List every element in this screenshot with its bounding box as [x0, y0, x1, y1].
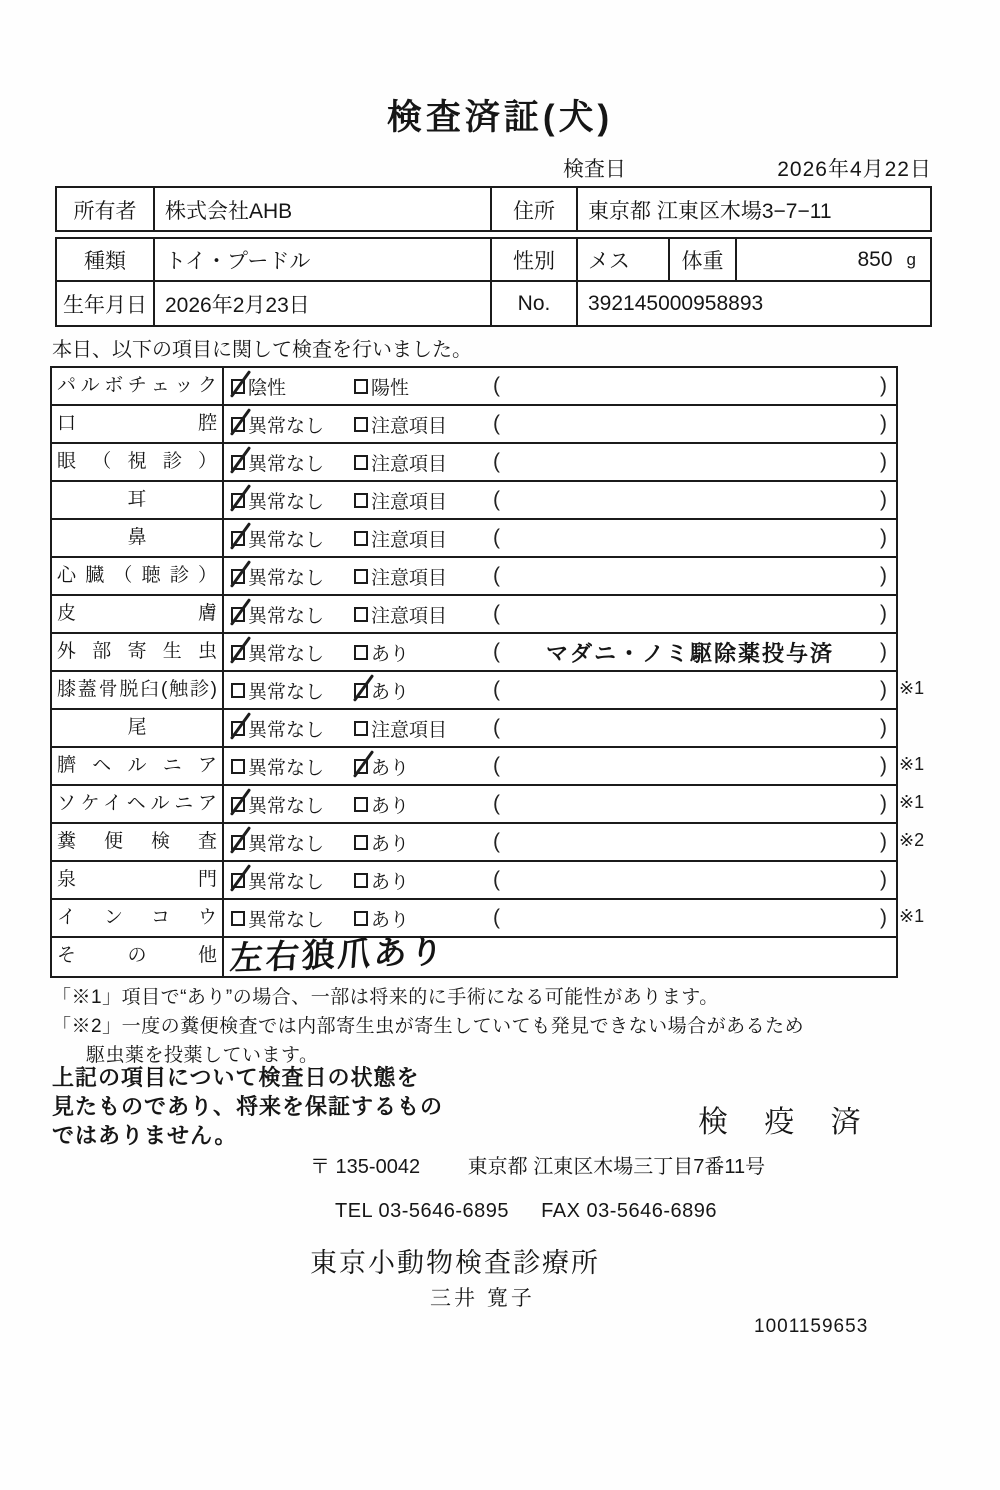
- address-value: 東京都 江東区木場3−7−11: [588, 200, 832, 223]
- option-abnormal: [354, 525, 489, 552]
- footnote-2: 「※2」一度の糞便検査では内部寄生虫が寄生していても発見できない場合があるため: [52, 1016, 805, 1037]
- option-abnormal: [354, 639, 489, 666]
- paren-open: (: [493, 488, 500, 511]
- number-value: 392145000958893: [588, 291, 764, 315]
- sex-label: 性別: [492, 239, 578, 280]
- checklist-item-label: 外部寄生虫: [52, 634, 224, 670]
- paren-open: (: [493, 526, 500, 549]
- option-abnormal: [354, 715, 489, 742]
- option-normal: [224, 563, 354, 590]
- paren-close: ): [880, 868, 887, 891]
- checkbox-normal-icon[interactable]: [231, 759, 245, 774]
- option-normal: [224, 715, 354, 742]
- remarks-field: [489, 406, 896, 442]
- checklist-intro: 本日、以下の項目に関して検査を行いました。: [52, 339, 472, 361]
- option-normal-label: 異常なし: [248, 757, 325, 779]
- checklist-item-label: 糞便検査: [52, 824, 224, 860]
- checklist-item-label: ソケイヘルニア: [52, 786, 224, 822]
- option-normal-label: 異常なし: [248, 871, 325, 893]
- checklist-row: [52, 368, 896, 406]
- checklist-table: [50, 366, 925, 978]
- footnote-mark: ※1: [899, 754, 925, 774]
- checklist-item-label: 眼（視診）: [52, 444, 224, 480]
- remarks-field: [489, 786, 896, 822]
- footnote-mark: ※1: [899, 906, 925, 926]
- postal-code: 〒 135-0042: [310, 1156, 421, 1178]
- option-normal-label: 異常なし: [248, 909, 325, 931]
- option-abnormal: [354, 791, 489, 818]
- species-row: [57, 239, 930, 282]
- checkbox-normal-icon[interactable]: [231, 493, 245, 508]
- option-normal-label: 異常なし: [248, 491, 325, 513]
- footnote-mark: ※1: [899, 678, 925, 698]
- paren-close: ): [880, 716, 887, 739]
- paren-close: ): [880, 830, 887, 853]
- quarantine-stamp: 検 疫 済: [698, 1106, 875, 1139]
- remarks-field: [489, 368, 896, 404]
- checkbox-normal-icon[interactable]: [231, 873, 245, 888]
- disclaimer-line-2: 見たものであり、将来を保証するもの: [52, 1094, 444, 1119]
- checkbox-abnormal-icon[interactable]: [354, 417, 368, 432]
- checklist-item-label: 心臓（聴診）: [52, 558, 224, 594]
- checkbox-abnormal-icon[interactable]: [354, 721, 368, 736]
- option-abnormal: [354, 563, 489, 590]
- disclaimer: [52, 1063, 443, 1150]
- checkbox-abnormal-icon[interactable]: [354, 911, 368, 926]
- checklist-row: [52, 786, 925, 824]
- option-abnormal-label: あり: [371, 643, 410, 665]
- option-abnormal-label: あり: [371, 795, 410, 817]
- option-normal-label: 異常なし: [248, 795, 325, 817]
- option-normal: [224, 905, 354, 932]
- checkbox-normal-icon[interactable]: [231, 531, 245, 546]
- paren-open: (: [493, 602, 500, 625]
- paren-open: (: [493, 678, 500, 701]
- sex-value: メス: [578, 239, 670, 280]
- owner-table: [55, 186, 932, 232]
- paren-open: (: [493, 564, 500, 587]
- paren-close: ): [880, 450, 887, 473]
- checkbox-normal-icon[interactable]: [231, 683, 245, 698]
- checklist-row: [52, 596, 896, 634]
- option-normal-label: 異常なし: [248, 719, 325, 741]
- disclaimer-line-3: ではありません。: [52, 1123, 238, 1148]
- paren-close: ): [880, 906, 887, 929]
- checkbox-normal-icon[interactable]: [231, 455, 245, 470]
- option-abnormal-label: 注意項目: [371, 529, 448, 551]
- checklist-row: [52, 900, 925, 938]
- remarks-field: [489, 444, 896, 480]
- weight-unit: g: [906, 249, 916, 269]
- checklist-item-label: 口腔: [52, 406, 224, 442]
- weight-number: 850: [857, 247, 893, 271]
- checkbox-abnormal-icon[interactable]: [354, 645, 368, 660]
- checkbox-abnormal-icon[interactable]: [354, 607, 368, 622]
- paren-close: ): [880, 792, 887, 815]
- option-abnormal-label: あり: [371, 833, 410, 855]
- footnote-mark: ※1: [899, 792, 925, 812]
- species-value: トイ・プードル: [155, 239, 492, 280]
- option-normal: [224, 791, 354, 818]
- number-label: No.: [492, 282, 578, 325]
- checklist-row: [52, 406, 896, 444]
- option-abnormal-label: あり: [371, 871, 410, 893]
- option-normal-label: 異常なし: [248, 643, 325, 665]
- checkbox-abnormal-icon[interactable]: [354, 379, 368, 394]
- checkbox-abnormal-icon[interactable]: [354, 531, 368, 546]
- veterinarian-name: 三井 寛子: [430, 1287, 535, 1310]
- checkbox-abnormal-icon[interactable]: [354, 835, 368, 850]
- remarks-field: [489, 900, 896, 936]
- birthdate-label: 生年月日: [57, 282, 155, 325]
- option-abnormal-label: 注意項目: [371, 491, 448, 513]
- checklist-row: [52, 444, 896, 482]
- checklist-row: [52, 672, 925, 710]
- option-abnormal-label: あり: [371, 909, 410, 931]
- paren-open: (: [493, 412, 500, 435]
- checklist-item-label: 膝蓋骨脱臼(触診): [52, 672, 224, 708]
- option-normal-label: 異常なし: [248, 567, 325, 589]
- owner-label: 所有者: [57, 188, 155, 232]
- handwritten-note: 左右狼爪あり: [228, 932, 448, 977]
- page-title: 検査済証(犬): [386, 98, 614, 137]
- checklist-item-label: 泉門: [52, 862, 224, 898]
- checklist-row: [52, 824, 925, 862]
- option-normal: [224, 753, 354, 780]
- remarks-field: [489, 634, 896, 670]
- option-abnormal: [354, 411, 489, 438]
- option-abnormal-label: あり: [371, 757, 410, 779]
- checkbox-normal-icon[interactable]: [231, 911, 245, 926]
- option-normal-label: 異常なし: [248, 605, 325, 627]
- checkbox-normal-icon[interactable]: [231, 645, 245, 660]
- remarks-field: [489, 482, 896, 518]
- paren-close: ): [880, 526, 887, 549]
- checkbox-normal-icon[interactable]: [231, 797, 245, 812]
- checklist-item-label: インコウ: [52, 900, 224, 936]
- paren-open: (: [493, 450, 500, 473]
- birth-row: [57, 282, 930, 325]
- paren-open: (: [493, 906, 500, 929]
- checkbox-normal-icon[interactable]: [231, 379, 245, 394]
- remarks-field: [489, 558, 896, 594]
- clinic-postal-line: [310, 1150, 765, 1179]
- paren-open: (: [493, 716, 500, 739]
- paren-close: ): [880, 412, 887, 435]
- paren-close: ): [880, 640, 887, 663]
- option-normal: [224, 525, 354, 552]
- option-abnormal-label: あり: [371, 681, 410, 703]
- paren-open: (: [493, 640, 500, 663]
- option-normal: [224, 639, 354, 666]
- option-abnormal-label: 陽性: [371, 377, 410, 399]
- checklist-item-label: 鼻: [52, 520, 224, 556]
- remarks-field: [489, 862, 896, 898]
- weight-value: [737, 239, 930, 280]
- paren-close: ): [880, 488, 887, 511]
- checkbox-abnormal-icon[interactable]: [354, 873, 368, 888]
- paren-open: (: [493, 374, 500, 397]
- option-abnormal: [354, 829, 489, 856]
- checklist-row: [52, 558, 896, 596]
- option-abnormal-label: 注意項目: [371, 605, 448, 627]
- checkbox-normal-icon[interactable]: [231, 607, 245, 622]
- option-abnormal: [354, 449, 489, 476]
- checklist-item-label: 尾: [52, 710, 224, 746]
- checklist-item-label: その他: [52, 938, 224, 976]
- paren-open: (: [493, 830, 500, 853]
- remarks-field: [489, 748, 896, 784]
- footnote-1: 「※1」項目で“あり”の場合、一部は将来的に手術になる可能性があります。: [52, 987, 719, 1008]
- species-label: 種類: [57, 239, 155, 280]
- option-abnormal-label: 注意項目: [371, 719, 448, 741]
- checkbox-abnormal-icon[interactable]: [354, 493, 368, 508]
- paren-close: ): [880, 678, 887, 701]
- option-normal-label: 異常なし: [248, 415, 325, 437]
- option-normal-label: 異常なし: [248, 529, 325, 551]
- checklist-row: [52, 748, 925, 786]
- option-abnormal: [354, 373, 489, 400]
- remarks-field: [489, 520, 896, 556]
- option-normal: [224, 867, 354, 894]
- option-abnormal-label: 注意項目: [371, 567, 448, 589]
- option-abnormal: [354, 487, 489, 514]
- paren-open: (: [493, 754, 500, 777]
- option-normal: [224, 411, 354, 438]
- inspection-date-label: 検査日: [563, 158, 626, 181]
- option-normal: [224, 677, 354, 704]
- checklist-row: [52, 634, 896, 672]
- checkbox-normal-icon[interactable]: [231, 569, 245, 584]
- checkbox-abnormal-icon[interactable]: [354, 683, 368, 698]
- address-label: 住所: [492, 188, 578, 232]
- checklist-row: [52, 710, 896, 748]
- option-abnormal-label: 注意項目: [371, 415, 448, 437]
- paren-close: ): [880, 374, 887, 397]
- checkbox-normal-icon[interactable]: [231, 835, 245, 850]
- option-abnormal: [354, 677, 489, 704]
- paren-close: ): [880, 754, 887, 777]
- checklist-item-label: パルボチェック: [52, 368, 224, 404]
- remarks-field: [489, 710, 896, 746]
- owner-value: 株式会社AHB: [155, 188, 492, 232]
- option-normal-label: 異常なし: [248, 833, 325, 855]
- checklist-item-label: 皮膚: [52, 596, 224, 632]
- remarks-field: [489, 596, 896, 632]
- clinic-fax: FAX 03-5646-6896: [541, 1200, 718, 1222]
- option-normal-label: 異常なし: [248, 453, 325, 475]
- weight-label: 体重: [670, 239, 737, 280]
- clinic-contact-line: [335, 1200, 717, 1223]
- paren-open: (: [493, 792, 500, 815]
- checklist-row: [52, 520, 896, 558]
- remarks-text: マダニ・ノミ駆除薬投与済: [545, 640, 834, 666]
- checklist-row: [52, 482, 896, 520]
- clinic-address: 東京都 江東区木場三丁目7番11号: [467, 1156, 766, 1178]
- option-abnormal: [354, 867, 489, 894]
- paren-open: (: [493, 868, 500, 891]
- option-normal: [224, 601, 354, 628]
- checklist-item-label: 耳: [52, 482, 224, 518]
- checkbox-normal-icon[interactable]: [231, 721, 245, 736]
- clinic-tel: TEL 03-5646-6895: [335, 1200, 510, 1222]
- footnote-mark: ※2: [899, 830, 925, 850]
- pet-table: [55, 237, 932, 327]
- checklist-item-label: 臍ヘルニア: [52, 748, 224, 784]
- checkbox-abnormal-icon[interactable]: [354, 569, 368, 584]
- paren-close: ): [880, 602, 887, 625]
- checklist-row: [52, 932, 896, 977]
- paren-close: ): [880, 564, 887, 587]
- option-normal: [224, 829, 354, 856]
- option-abnormal: [354, 753, 489, 780]
- remarks-field: [489, 672, 896, 708]
- checkbox-normal-icon[interactable]: [231, 417, 245, 432]
- birthdate-value: 2026年2月23日: [155, 282, 492, 325]
- option-normal-label: 異常なし: [248, 681, 325, 703]
- option-normal: [224, 373, 354, 400]
- checkbox-abnormal-icon[interactable]: [354, 759, 368, 774]
- inspection-date-value: 2026年4月22日: [777, 158, 932, 181]
- serial-number: 1001159653: [754, 1316, 869, 1337]
- option-abnormal-label: 注意項目: [371, 453, 448, 475]
- checkbox-abnormal-icon[interactable]: [354, 455, 368, 470]
- footnote-2-cont: 駆虫薬を投薬しています。: [86, 1045, 319, 1066]
- clinic-name: 東京小動物検査診療所: [310, 1248, 600, 1278]
- option-normal: [224, 449, 354, 476]
- disclaimer-line-1: 上記の項目について検査日の状態を: [52, 1065, 420, 1090]
- option-normal: [224, 487, 354, 514]
- option-normal-label: 陰性: [248, 377, 287, 399]
- owner-row: [57, 188, 930, 232]
- remarks-field: [489, 824, 896, 860]
- checklist-row: [52, 862, 896, 900]
- checkbox-abnormal-icon[interactable]: [354, 797, 368, 812]
- option-abnormal: [354, 601, 489, 628]
